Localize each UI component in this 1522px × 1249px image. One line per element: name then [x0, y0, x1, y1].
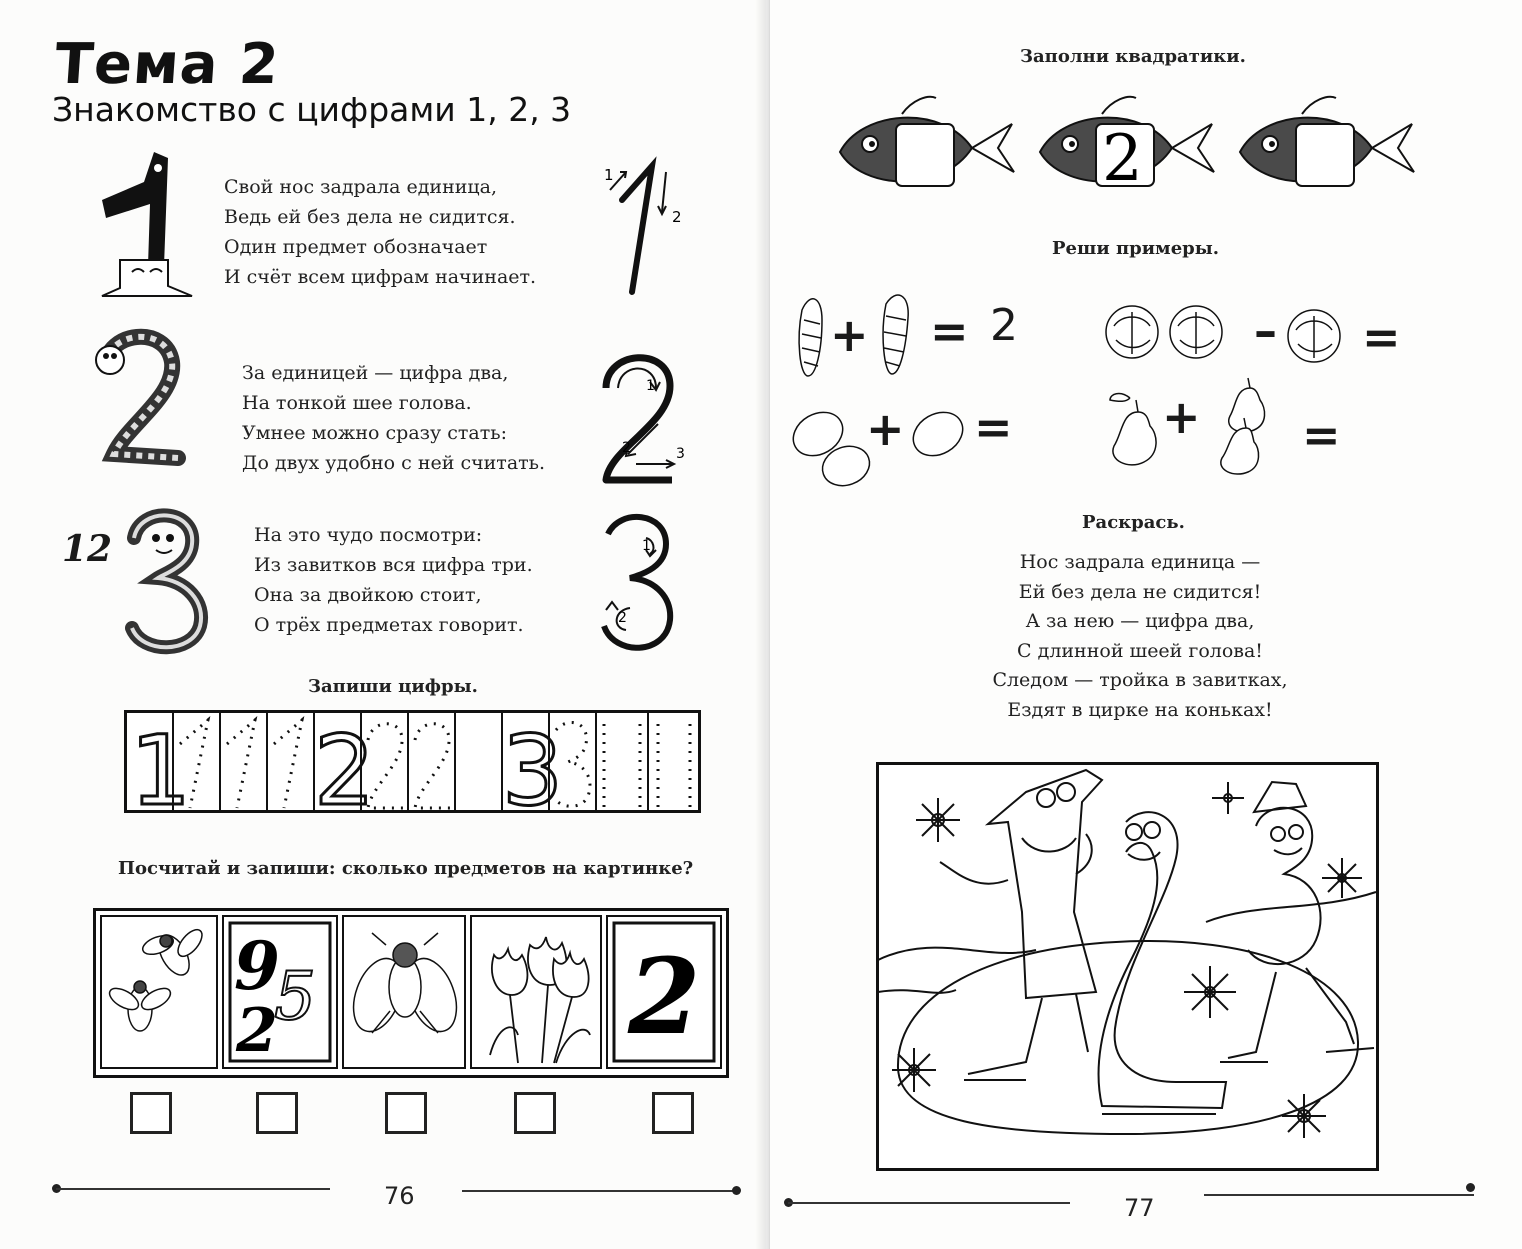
footer-rule: [1204, 1194, 1474, 1196]
poem-line: Свой нос задрала единица,: [224, 176, 497, 198]
card-one-fly: [342, 915, 468, 1071]
example-cabbage-subtraction: [1100, 302, 1370, 372]
poem-line: И счёт всем цифрам начинает.: [224, 266, 537, 288]
poem-line: С длинной шеей голова!: [1017, 639, 1263, 662]
operator-equals: =: [1362, 310, 1401, 364]
footer-rule: [462, 1190, 738, 1192]
card-digit: 5: [274, 958, 316, 1035]
answer-box[interactable]: [256, 1092, 298, 1134]
poem-line: На тонкой шее голова.: [242, 392, 472, 414]
fish-with-empty-square: [1232, 90, 1422, 210]
card-single-digit: [606, 915, 724, 1071]
write-digits-heading: Запиши цифры.: [308, 676, 478, 697]
answer-box[interactable]: [130, 1092, 172, 1134]
footer-rule: [56, 1188, 330, 1190]
color-heading: Раскрась.: [1082, 512, 1185, 533]
poem-line: На это чудо посмотри:: [254, 524, 483, 546]
operator-equals: =: [1302, 408, 1341, 462]
color-poem: [950, 548, 1330, 725]
poem-digit-two: [242, 358, 545, 478]
poem-line: А за нею — цифра два,: [1025, 610, 1255, 632]
digit-one-character-illustration: [92, 148, 202, 303]
poem-line: О трёх предметах говорит.: [254, 614, 524, 636]
copybook-row: [124, 710, 702, 827]
poem-line: До двух удобно с ней считать.: [242, 452, 546, 474]
answer-box[interactable]: [514, 1092, 556, 1134]
card-digit: 2: [628, 935, 701, 1058]
answer-box[interactable]: [385, 1092, 427, 1134]
operator-minus: –: [1254, 304, 1277, 358]
poem-line: Ведь ей без дела не сидится.: [224, 206, 516, 228]
poem-line: Один предмет обозначает: [224, 236, 488, 258]
copybook-digit-one: 1: [130, 715, 192, 827]
page-number-left: 76: [384, 1182, 415, 1210]
count-items-heading: Посчитай и запиши: сколько предметов на картинке?: [118, 858, 694, 879]
card-digit: 9: [234, 927, 280, 1005]
operator-plus: +: [866, 402, 905, 456]
page-title: Тема 2: [52, 32, 282, 97]
operator-equals: =: [974, 400, 1013, 454]
card-digit: 2: [236, 996, 278, 1066]
fish-with-empty-square: [832, 90, 1022, 210]
poem-line: За единицей — цифра два,: [242, 362, 509, 384]
fill-squares-heading: Заполни квадратики.: [1020, 46, 1246, 67]
poem-line: Нос задрала единица —: [1019, 551, 1261, 573]
page-number-right: 77: [1124, 1194, 1155, 1222]
stroke-number: 1: [642, 538, 651, 554]
card-mixed-digits: [222, 915, 340, 1071]
operator-plus: +: [1162, 390, 1201, 444]
poem-line: Ей без дела не сидится!: [1018, 580, 1262, 603]
operator-plus: +: [830, 308, 869, 362]
poem-digit-one: [224, 172, 536, 292]
stroke-number: 2: [618, 610, 627, 626]
stroke-number: 1: [604, 166, 614, 184]
footer-dot: [1466, 1183, 1475, 1192]
digit-three-character-illustration: [120, 508, 215, 658]
poem-line: Из завитков вся цифра три.: [254, 554, 533, 576]
answer-box[interactable]: [652, 1092, 694, 1134]
footer-rule: [788, 1202, 1070, 1204]
fish-with-number: [1032, 90, 1222, 210]
coloring-picture-skating-digits: [876, 762, 1380, 1172]
poem-digit-three: [254, 520, 533, 640]
digit-one-stroke-guide: [600, 160, 695, 300]
poem-line: Она за двойкою стоит,: [254, 584, 482, 606]
operator-equals: =: [930, 304, 969, 358]
card-two-flies: [100, 915, 220, 1071]
page-subtitle: Знакомство с цифрами 1, 2, 3: [52, 90, 572, 129]
stroke-number: 2: [672, 208, 682, 226]
solve-examples-heading: Реши примеры.: [1052, 238, 1220, 259]
card-tulips: [470, 915, 604, 1071]
small-digits-one-two: 12: [62, 528, 113, 570]
copybook-digit-two: 2: [314, 715, 376, 827]
example-answer: 2: [990, 300, 1018, 351]
poem-line: Ездят в цирке на коньках!: [1007, 698, 1273, 721]
digit-two-stroke-guide: [598, 340, 693, 485]
poem-line: Умнее можно сразу стать:: [242, 422, 507, 444]
footer-dot: [732, 1186, 741, 1195]
stroke-number: 3: [676, 446, 685, 462]
poem-line: Следом — тройка в завитках,: [992, 669, 1288, 691]
copybook-digit-three: 3: [502, 715, 564, 827]
stroke-number: 2: [622, 440, 631, 456]
fish-number: 2: [1102, 122, 1143, 196]
right-page: [770, 0, 1522, 1249]
digit-three-stroke-guide: [600, 510, 680, 660]
stroke-number: 1: [646, 378, 655, 394]
digit-two-snake-illustration: [92, 326, 192, 476]
